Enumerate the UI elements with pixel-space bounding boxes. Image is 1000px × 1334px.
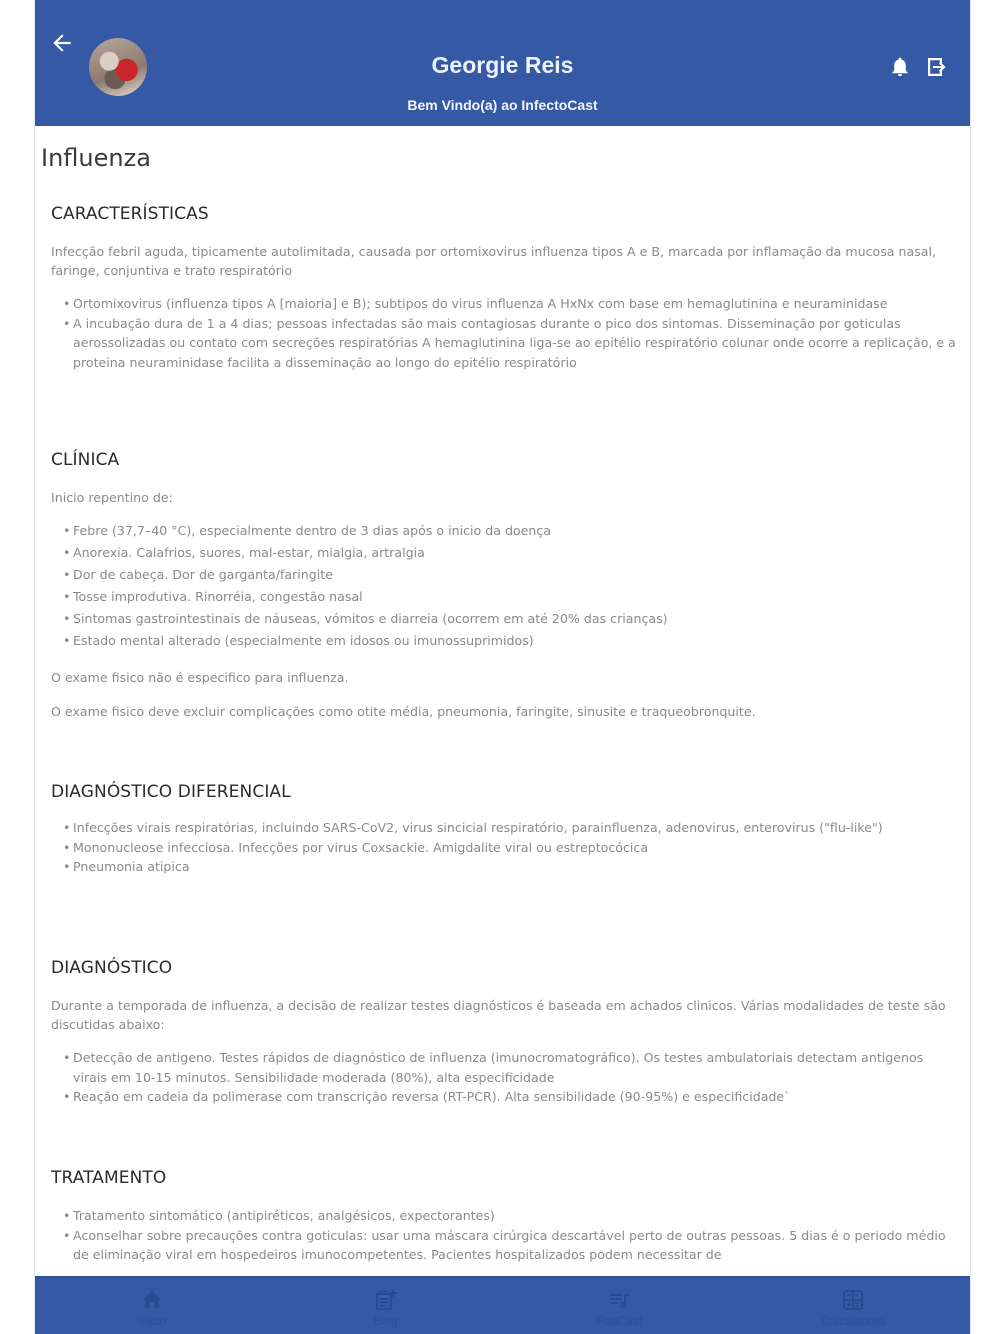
playlist-music-icon [607, 1288, 631, 1312]
list-item: • Tratamento sintomático (antipiréticos, analgésicos, expectorantes) [63, 1206, 957, 1226]
nav-item-podcast[interactable] [503, 1278, 737, 1334]
section-intro: Inicio repentino de: [51, 490, 173, 505]
list-item: • Detecção de antigeno. Testes rápidos de diagnóstico de influenza (imunocromatográfico). Os testes ambulatoriais detectam antigenos virais em 10-15 minutos. Sensibilidade moderada (80%), alta especificidade [63, 1048, 957, 1087]
list-item: • Mononucleose infecciosa. Infecções por virus Coxsackie. Amigdalite viral ou estreptocócica [63, 838, 957, 858]
blog-add-icon [374, 1288, 398, 1312]
list-item: • Infecções virais respiratórias, incluindo SARS-CoV2, virus sincicial respiratório, parainfluenza, adenovirus, enterovirus ("flu-like") [63, 818, 957, 838]
section-caracteristicas [51, 204, 957, 372]
welcome-message: Bem Vindo(a) ao InfectoCast [407, 97, 598, 113]
list-item: • Aconselhar sobre precauções contra goticulas: usar uma máscara cirúrgica descartável perto de outras pessoas. 5 dias é o periodo médio de eliminação viral em hospedeiros imunocompetentes. Pacientes hospitalizados podem necessitar de [63, 1226, 957, 1265]
bell-icon[interactable] [888, 55, 912, 79]
calculator-icon [841, 1288, 865, 1312]
section-tratamento [51, 1168, 957, 1265]
bullet-list [51, 520, 957, 652]
section-clinica [51, 450, 957, 721]
page-title: Influenza [41, 144, 151, 172]
app-header [35, 0, 970, 126]
list-item: • Tosse improdutiva. Rinorréia, congestão nasal [63, 586, 957, 608]
section-intro: Infecção febril aguda, tipicamente autolimitada, causada por ortomixovirus influenza tipos A e B, marcada por inflamação da mucosa nasal, faringe, conjuntiva e trato respiratório [51, 244, 937, 278]
section-title: DIAGNÓSTICO DIFERENCIAL [51, 782, 291, 802]
section-note: O exame fisico não é especifico para influenza. [51, 670, 349, 685]
bullet-list [51, 818, 957, 877]
list-item: • Anorexia. Calafrios, suores, mal-estar, mialgia, artralgia [63, 542, 957, 564]
section-diagnostico-diferencial [51, 782, 957, 877]
section-title: DIAGNÓSTICO [51, 958, 173, 978]
nav-label: Inicio [137, 1314, 166, 1328]
list-item: • Dor de cabeça. Dor de garganta/faringite [63, 564, 957, 586]
nav-label: PodCast [596, 1314, 643, 1328]
section-intro: Durante a temporada de influenza, a decisão de realizar testes diagnósticos é baseada em achados clinicos. Várias modalidades de teste são discutidas abaixo: [51, 998, 946, 1032]
app-frame [34, 0, 971, 1334]
nav-item-inicio[interactable] [35, 1278, 269, 1334]
nav-item-calculadora[interactable] [736, 1278, 970, 1334]
section-title: CLÍNICA [51, 450, 120, 470]
bullet-list [51, 294, 957, 372]
list-item: • Ortomixovirus (influenza tipos A [maioria] e B); subtipos do virus influenza A HxNx com base em hemaglutinina e neuraminidase [63, 294, 957, 314]
user-name: Georgie Reis [431, 52, 574, 78]
content-area[interactable] [35, 126, 970, 1276]
list-item: • Reação em cadeia da polimerase com transcrição reversa (RT-PCR). Alta sensibilidade (90-95%) e especificidade` [63, 1087, 957, 1107]
nav-item-blog[interactable] [269, 1278, 503, 1334]
logout-icon[interactable] [924, 55, 948, 79]
section-note: O exame fisico deve excluir complicações como otite média, pneumonia, faringite, sinusite e traqueobronquite. [51, 704, 756, 719]
section-title: TRATAMENTO [51, 1168, 167, 1188]
list-item: • Febre (37,7–40 °C), especialmente dentro de 3 dias após o inicio da doença [63, 520, 957, 542]
nav-label: Calculadora [821, 1314, 886, 1328]
section-title: CARACTERÍSTICAS [51, 204, 209, 224]
list-item: • Sintomas gastrointestinais de náuseas, vómitos e diarreia (ocorrem em até 20% das crianças) [63, 608, 957, 630]
list-item: • Pneumonia atipica [63, 857, 957, 877]
list-item: • Estado mental alterado (especialmente em idosos ou imunossuprimidos) [63, 630, 957, 652]
home-icon [140, 1288, 164, 1312]
bullet-list [51, 1206, 957, 1265]
nav-label: Blog [373, 1314, 398, 1328]
list-item: • A incubação dura de 1 a 4 dias; pessoas infectadas são mais contagiosas durante o pico dos sintomas. Disseminação por goticulas aerossolizadas ou contato com secreções respiratórias A hemaglutinina liga-se ao epitélio respiratório colunar onde ocorre a replicação, e a proteina neuraminidase facilita a disseminação ao longo do epitélio respiratório [63, 314, 957, 373]
section-diagnostico [51, 958, 957, 1107]
bullet-list [51, 1048, 957, 1107]
bottom-navigation [35, 1276, 970, 1334]
